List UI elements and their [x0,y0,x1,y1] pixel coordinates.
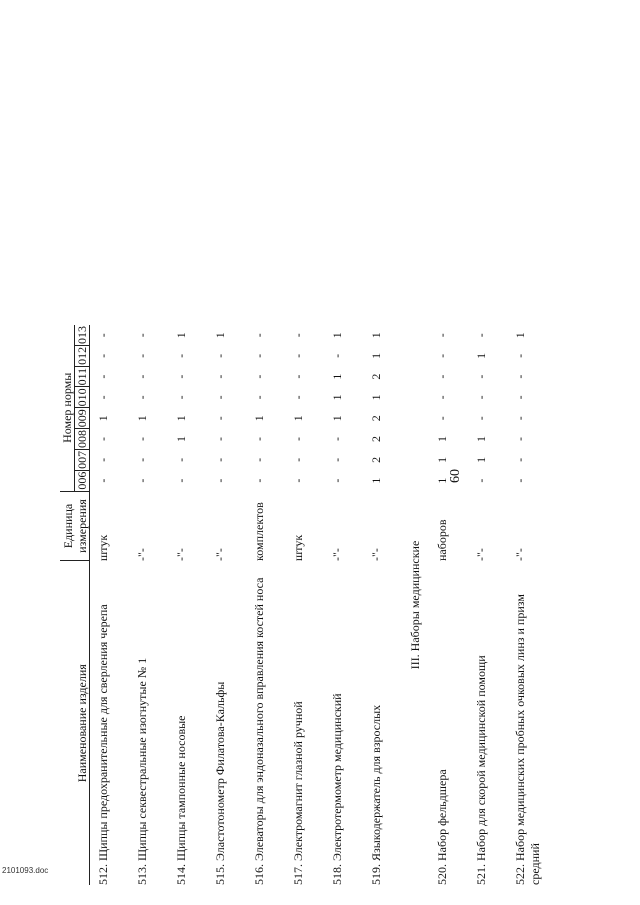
norm-value: - [330,353,344,358]
item-name-cell [168,561,207,885]
norm-value: - [135,374,149,379]
norm-value: - [330,478,344,483]
norm-value: 2 [369,373,383,380]
item-number: 518. [330,864,344,885]
item-unit: наборов [435,519,449,561]
item-name-cell [285,561,324,885]
norm-value: - [513,416,527,421]
page-number: 60 [448,469,463,483]
item-name-cell [324,561,363,885]
norm-value: - [291,395,305,400]
norm-value: - [213,437,227,442]
norm-value: 1 [174,415,188,422]
table-row [285,325,324,885]
item-name: Щипцы секвестральные изогнутые № 1 [135,657,149,861]
norm-value: - [252,333,266,338]
norm-value: - [135,395,149,400]
norm-value: - [213,478,227,483]
norm-value: - [474,478,488,483]
item-unit: штук [96,534,110,561]
norm-value: 1 [369,332,383,339]
norm-value: - [474,374,488,379]
norm-value: - [213,457,227,462]
norm-value: 1 [513,332,527,339]
item-name: Набор медицинских пробных очковых линз и призм средний [513,594,542,885]
header-norm: 008 [75,430,89,449]
header-norm-group: Номер нормы [60,325,75,491]
norm-value: - [213,353,227,358]
norm-value: - [96,457,110,462]
norm-value: - [513,353,527,358]
norm-value: - [96,333,110,338]
table-row [363,325,402,885]
item-name-cell [90,561,130,885]
header-norm: 013 [75,325,89,344]
norm-value: - [252,457,266,462]
item-unit: -"- [474,548,488,561]
norm-value: - [174,478,188,483]
norm-value: 1 [369,352,383,359]
item-number: 521. [474,864,488,885]
item-unit: -"- [135,548,149,561]
norm-value: 1 [435,477,449,484]
norm-value: - [135,353,149,358]
item-name: Языкодержатель для взрослых [369,704,383,861]
norm-value: - [96,374,110,379]
norm-value: 1 [330,373,344,380]
item-unit: -"- [174,548,188,561]
norm-value: 1 [474,352,488,359]
header-unit: Единица измерения [60,491,90,561]
item-number: 522. [513,864,527,885]
section-title: III. Наборы медицинские [408,540,422,670]
norm-value: - [513,374,527,379]
item-number: 517. [291,864,305,885]
item-number: 514. [174,864,188,885]
norm-value: - [174,374,188,379]
norm-value: - [252,374,266,379]
norm-value: - [435,353,449,358]
item-name-cell [468,561,507,885]
table-row [129,325,168,885]
norm-value: 1 [330,415,344,422]
header-norm: 010 [75,388,89,407]
norm-value: 1 [96,415,110,422]
norm-value: - [252,478,266,483]
header-row-1 [60,325,75,885]
item-name-cell [129,561,168,885]
norm-value: 1 [135,415,149,422]
norm-value: - [435,395,449,400]
item-name: Набор для скорой медицинской помощи [474,655,488,861]
norm-value: - [135,437,149,442]
norm-value: - [513,437,527,442]
item-name-cell [429,561,468,885]
norm-value: 1 [435,456,449,463]
norm-value: - [474,416,488,421]
norm-value: 1 [174,436,188,443]
norm-value: - [513,457,527,462]
item-number: 519. [369,864,383,885]
norm-value: 1 [252,415,266,422]
norm-value: - [96,478,110,483]
rotated-content [60,45,620,885]
section-row [402,325,429,885]
norm-value: 1 [213,332,227,339]
norm-value: - [513,395,527,400]
norm-value: - [96,395,110,400]
norm-value: - [435,374,449,379]
norm-value: - [213,374,227,379]
item-unit: -"- [330,548,344,561]
norm-value: 1 [330,394,344,401]
header-norm: 012 [75,346,89,365]
table-row [429,325,468,885]
norm-value: - [213,416,227,421]
item-unit: -"- [513,548,527,561]
norm-value: - [213,395,227,400]
header-norm: 011 [75,367,89,386]
table-row [246,325,285,885]
item-name-cell [507,561,546,885]
norm-value: - [291,437,305,442]
table-body [90,325,403,885]
item-unit: комплектов [252,502,266,561]
norm-value: 1 [330,332,344,339]
norm-value: - [96,353,110,358]
header-norm: 006 [75,471,89,490]
header-name: Наименование изделия [60,561,90,885]
item-number: 512. [96,864,110,885]
norm-value: 1 [291,415,305,422]
norm-value: - [291,457,305,462]
norm-value: - [174,457,188,462]
norm-value: - [291,353,305,358]
norm-value: - [435,333,449,338]
norm-value: - [174,353,188,358]
norm-value: 1 [369,394,383,401]
item-name-cell [246,561,285,885]
item-name-cell [207,561,246,885]
norms-table [60,325,546,885]
item-name: Электромагнит глазной ручной [291,701,305,861]
item-name: Набор фельдшера [435,769,449,861]
norm-value: 2 [369,415,383,422]
header-norm: 007 [75,450,89,469]
norm-value: - [252,353,266,358]
item-name: Эластотонометр Филатова-Кальфы [213,681,227,861]
norm-value: 1 [474,436,488,443]
norm-value: - [474,395,488,400]
table-row [468,325,507,885]
norm-value: - [252,395,266,400]
norm-value: - [435,416,449,421]
norm-value: - [330,457,344,462]
norm-value: - [291,478,305,483]
norm-value: - [291,333,305,338]
footer-filename: 2101093.doc [2,866,49,875]
norm-value: - [174,395,188,400]
norm-value: 1 [174,332,188,339]
norm-value: - [252,437,266,442]
table-row [507,325,546,885]
norm-value: 1 [435,436,449,443]
item-name-cell [363,561,402,885]
norm-value: 1 [474,456,488,463]
item-name: Элеваторы для эндоназального вправления костей носа [252,577,266,861]
norm-value: - [135,457,149,462]
norm-value: - [291,374,305,379]
item-unit: штук [291,534,305,561]
item-number: 520. [435,864,449,885]
header-norm: 009 [75,409,89,428]
section-body [402,325,429,885]
table-row [90,325,130,885]
norm-value: - [330,437,344,442]
table-row [207,325,246,885]
table-row [324,325,363,885]
item-name: Электротермометр медицинский [330,693,344,861]
norm-value: - [474,333,488,338]
table-body-2 [429,325,546,885]
norm-value: - [513,478,527,483]
item-number: 513. [135,864,149,885]
norm-value: 2 [369,456,383,463]
norm-value: 1 [369,477,383,484]
item-number: 515. [213,864,227,885]
item-name: Щипцы предохранительные для сверления черепа [96,604,110,861]
item-unit: -"- [213,548,227,561]
table-row [168,325,207,885]
item-number: 516. [252,864,266,885]
item-name: Щипцы тампонные носовые [174,715,188,861]
norm-value: - [135,333,149,338]
norm-value: 2 [369,436,383,443]
item-unit: -"- [369,548,383,561]
norm-value: - [135,478,149,483]
norm-value: - [96,437,110,442]
